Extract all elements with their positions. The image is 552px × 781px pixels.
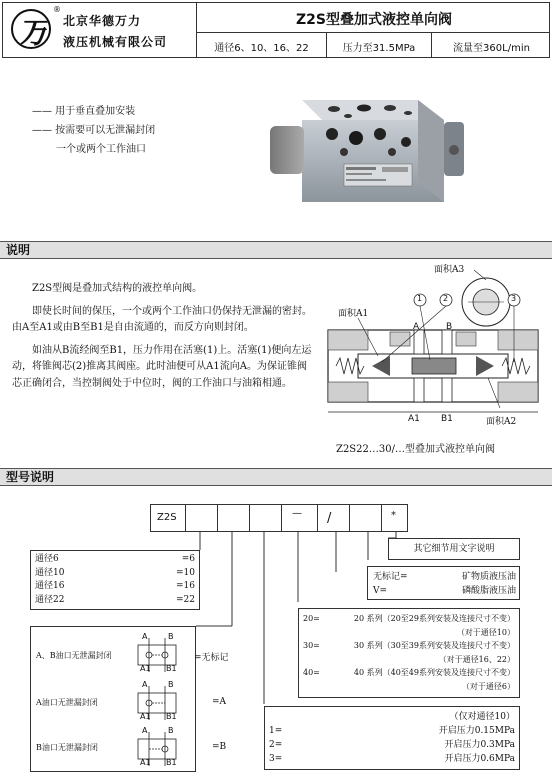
section-header-description: 说明 [0, 241, 552, 259]
product-photo [268, 80, 468, 218]
opening-code: 1= [269, 726, 283, 736]
symbol-port-b1: B1 [166, 712, 177, 721]
other-details-label: 其它细节用文字说明 [413, 544, 495, 554]
series-note: （对于通径10） [456, 627, 515, 637]
opening-pressure-box [264, 706, 520, 770]
size-label: 通径10 [35, 567, 65, 578]
diagram-label-n3: 3 [511, 294, 517, 303]
company-name-line2: 液压机械有限公司 [63, 35, 168, 49]
opening-desc: 开启压力0.6MPa [444, 754, 515, 764]
other-details-box [388, 538, 520, 560]
product-title: Z2S型叠加式液控单向阀 [296, 12, 452, 28]
series-code: 30= [303, 641, 320, 650]
symbol-port-a: A [142, 680, 148, 689]
diagram-label-area-a2: 面积A2 [486, 417, 517, 427]
diagram-label-port-b1: B1 [441, 414, 453, 424]
series-note: （对于通径6） [461, 681, 515, 691]
feature-list [32, 102, 155, 159]
opening-code: 3= [269, 754, 283, 764]
diagram-label-port-b: B [446, 322, 453, 332]
model-dash: — [292, 508, 302, 519]
size-code: =16 [176, 581, 195, 591]
valve-section-diagram [318, 262, 550, 460]
size-code: =22 [176, 594, 195, 605]
model-slash: / [327, 511, 332, 526]
spec-size: 通径6、10、16、22 [214, 43, 309, 54]
feature-item: —— 用于垂直叠加安装 [32, 106, 136, 117]
logo-mark: 万 [18, 16, 48, 49]
size-label: 通径16 [35, 581, 65, 591]
size-label: 通径6 [35, 554, 59, 564]
symbol-port-b1: B1 [166, 758, 177, 767]
opening-desc: 开启压力0.15MPa [438, 726, 515, 736]
size-code: =6 [181, 554, 195, 564]
oil-code: V= [373, 586, 388, 596]
opening-code: 2= [269, 740, 283, 750]
symbol-port-a1: A1 [140, 664, 151, 673]
symbol-port-a: A [142, 632, 148, 641]
symbol-port-b: B [168, 632, 174, 641]
diagram-label-n2: 2 [443, 294, 449, 303]
opening-desc: 开启压力0.3MPa [444, 740, 515, 750]
function-code: =A [212, 697, 227, 707]
spec-pressure: 压力至31.5MPa [342, 43, 416, 54]
symbol-port-a1: A1 [140, 712, 151, 721]
diagram-label-area-a3: 面积A3 [434, 265, 465, 275]
series-desc: 40 系列（40至49系列安装及连接尺寸不变） [353, 668, 515, 677]
feature-item: 一个或两个工作油口 [56, 144, 146, 155]
diagram-label-area-a1: 面积A1 [338, 309, 369, 319]
series-desc: 30 系列（30至39系列安装及连接尺寸不变） [353, 641, 515, 650]
model-star: * [391, 510, 396, 521]
diagram-label-n1: 1 [417, 294, 423, 303]
size-label: 通径22 [35, 594, 65, 605]
diagram-label-port-a: A [413, 322, 420, 332]
opening-note: （仅对通径10） [449, 712, 515, 722]
model-code-row [150, 504, 408, 532]
description-paragraph: 如油从B流经阀至B1，压力作用在活塞(1)上。活塞(1)便向左运动，将锥阀芯(2)推离其阀座。此时油便可从A1流向A。为保证锥阀芯正确闭合，当控制阀处于中位时，阀的工作油口与油箱相通。 [12, 344, 312, 389]
header [2, 2, 550, 58]
oil-desc: 矿物质液压油 [461, 572, 516, 582]
symbol-port-a1: A1 [140, 758, 151, 767]
function-code: =无标记 [194, 653, 229, 663]
spec-flow: 流量至360L/min [453, 43, 530, 54]
section-header-model: 型号说明 [0, 468, 552, 486]
symbol-port-b: B [168, 680, 174, 689]
description-text [12, 281, 312, 392]
diagram-label-port-a1: A1 [408, 414, 420, 424]
series-code: 20= [303, 614, 320, 623]
oil-type-box [367, 566, 520, 600]
function-code: =B [212, 742, 227, 752]
series-code: 40= [303, 668, 320, 677]
oil-desc: 磷酸脂液压油 [461, 586, 516, 596]
function-label: B油口无泄漏封闭 [36, 743, 98, 752]
symbol-port-a: A [142, 726, 148, 735]
registered-mark: ® [53, 5, 61, 14]
symbol-port-b1: B1 [166, 664, 177, 673]
series-note: （对于通径16、22） [438, 654, 515, 664]
model-prefix: Z2S [157, 512, 177, 523]
symbol-port-b: B [168, 726, 174, 735]
series-box [298, 608, 520, 698]
oil-code: 无标记= [373, 572, 408, 582]
description-paragraph: 即使长时间的保压，一个或两个工作油口仍保持无泄漏的密封。由A至A1或由B至B1是自由流通的，而反方向则封闭。 [12, 305, 312, 333]
size-box [30, 550, 200, 610]
diagram-caption: Z2S22…30/…型叠加式液控单向阀 [336, 444, 495, 455]
description-paragraph: Z2S型阀是叠加式结构的液控单向阀。 [32, 283, 203, 294]
company-name-line1: 北京华德万力 [63, 14, 142, 28]
feature-item: —— 按需要可以无泄漏封闭 [32, 125, 156, 136]
function-label: A、B油口无泄漏封闭 [36, 651, 112, 660]
company-logo [11, 9, 51, 49]
size-code: =10 [176, 567, 195, 578]
series-desc: 20 系列（20至29系列安装及连接尺寸不变） [353, 614, 515, 623]
function-label: A油口无泄漏封闭 [36, 698, 98, 707]
